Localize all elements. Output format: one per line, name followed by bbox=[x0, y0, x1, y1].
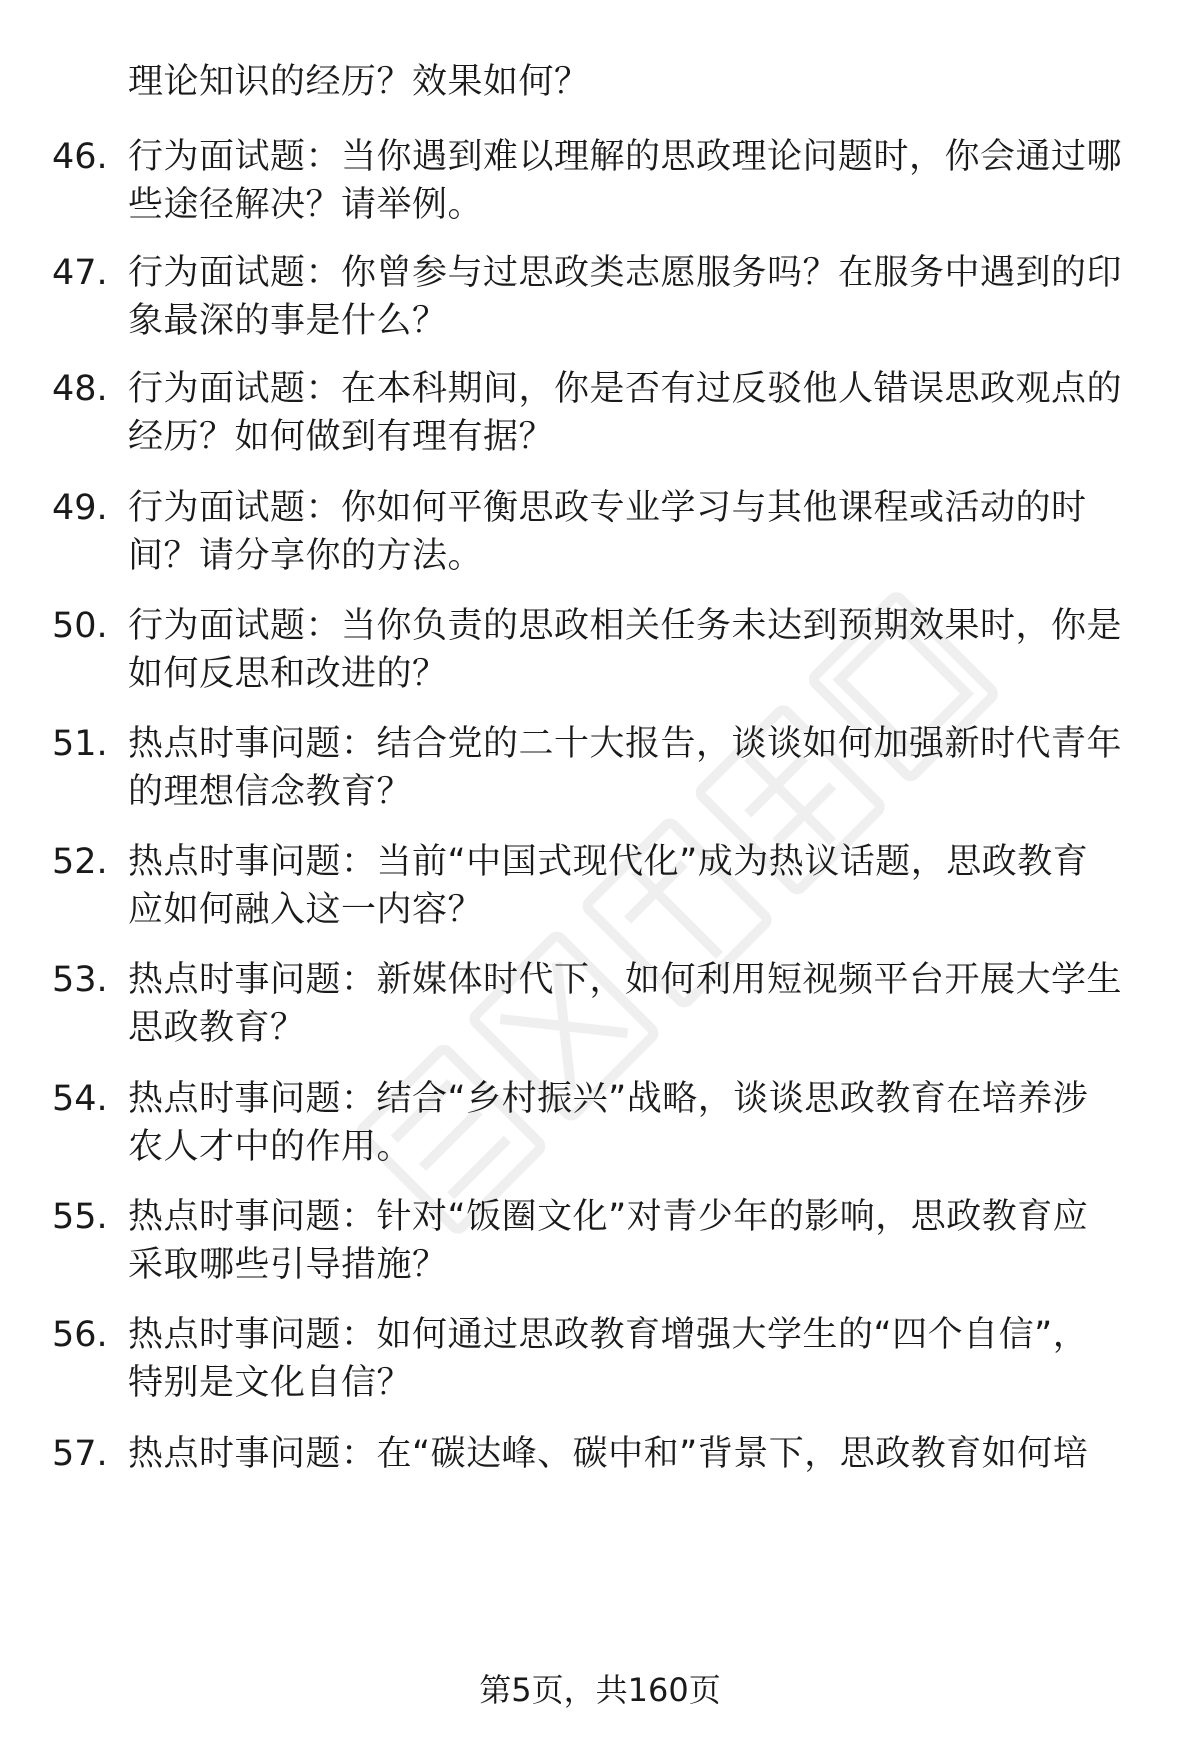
question-number: 48. bbox=[52, 369, 108, 409]
question-number: 55. bbox=[52, 1197, 108, 1237]
question-text-line: 些途径解决？请举例。 bbox=[128, 185, 484, 225]
question-text-line: 农人才中的作用。 bbox=[128, 1127, 413, 1167]
question-text-line: 行为面试题：你如何平衡思政专业学习与其他课程或活动的时 bbox=[128, 488, 1087, 528]
question-text-line: 如何反思和改进的？ bbox=[128, 654, 448, 694]
question-text-line: 热点时事问题：如何通过思政教育增强大学生的“四个自信”， bbox=[128, 1315, 1089, 1355]
question-number: 54. bbox=[52, 1079, 108, 1119]
question-text-line: 的理想信念教育？ bbox=[128, 772, 413, 812]
question-number: 57. bbox=[52, 1434, 108, 1474]
question-text-line: 思政教育？ bbox=[128, 1008, 306, 1048]
question-number: 46. bbox=[52, 137, 108, 177]
question-number: 50. bbox=[52, 606, 108, 646]
question-text-line: 行为面试题：当你负责的思政相关任务未达到预期效果时，你是 bbox=[128, 606, 1123, 646]
question-number: 56. bbox=[52, 1315, 108, 1355]
question-text-line: 象最深的事是什么？ bbox=[128, 301, 448, 341]
question-text-line: 热点时事问题：结合党的二十大报告，谈谈如何加强新时代青年 bbox=[128, 724, 1123, 764]
question-text-line: 热点时事问题：结合“乡村振兴”战略，谈谈思政教育在培养涉 bbox=[128, 1079, 1089, 1119]
question-text-line: 热点时事问题：当前“中国式现代化”成为热议话题，思政教育 bbox=[128, 842, 1089, 882]
carryover-text: 理论知识的经历？效果如何？ bbox=[128, 62, 590, 102]
question-number: 51. bbox=[52, 724, 108, 764]
question-number: 53. bbox=[52, 960, 108, 1000]
question-text-line: 采取哪些引导措施？ bbox=[128, 1245, 448, 1285]
question-text-line: 行为面试题：在本科期间，你是否有过反驳他人错误思政观点的 bbox=[128, 369, 1123, 409]
question-text-line: 间？请分享你的方法。 bbox=[128, 536, 484, 576]
question-number: 49. bbox=[52, 488, 108, 528]
question-text-line: 热点时事问题：在“碳达峰、碳中和”背景下，思政教育如何培 bbox=[128, 1434, 1089, 1474]
question-text-line: 应如何融入这一内容？ bbox=[128, 890, 484, 930]
question-text-line: 特别是文化自信？ bbox=[128, 1363, 413, 1403]
question-number: 47. bbox=[52, 253, 108, 293]
question-number: 52. bbox=[52, 842, 108, 882]
page-footer: 第5页，共160页 bbox=[479, 1671, 721, 1709]
question-text-line: 行为面试题：当你遇到难以理解的思政理论问题时，你会通过哪 bbox=[128, 137, 1123, 177]
question-text-line: 经历？如何做到有理有据？ bbox=[128, 417, 555, 457]
question-text-line: 热点时事问题：新媒体时代下，如何利用短视频平台开展大学生 bbox=[128, 960, 1123, 1000]
question-text-line: 行为面试题：你曾参与过思政类志愿服务吗？在服务中遇到的印 bbox=[128, 253, 1123, 293]
question-text-line: 热点时事问题：针对“饭圈文化”对青少年的影响，思政教育应 bbox=[128, 1197, 1089, 1237]
